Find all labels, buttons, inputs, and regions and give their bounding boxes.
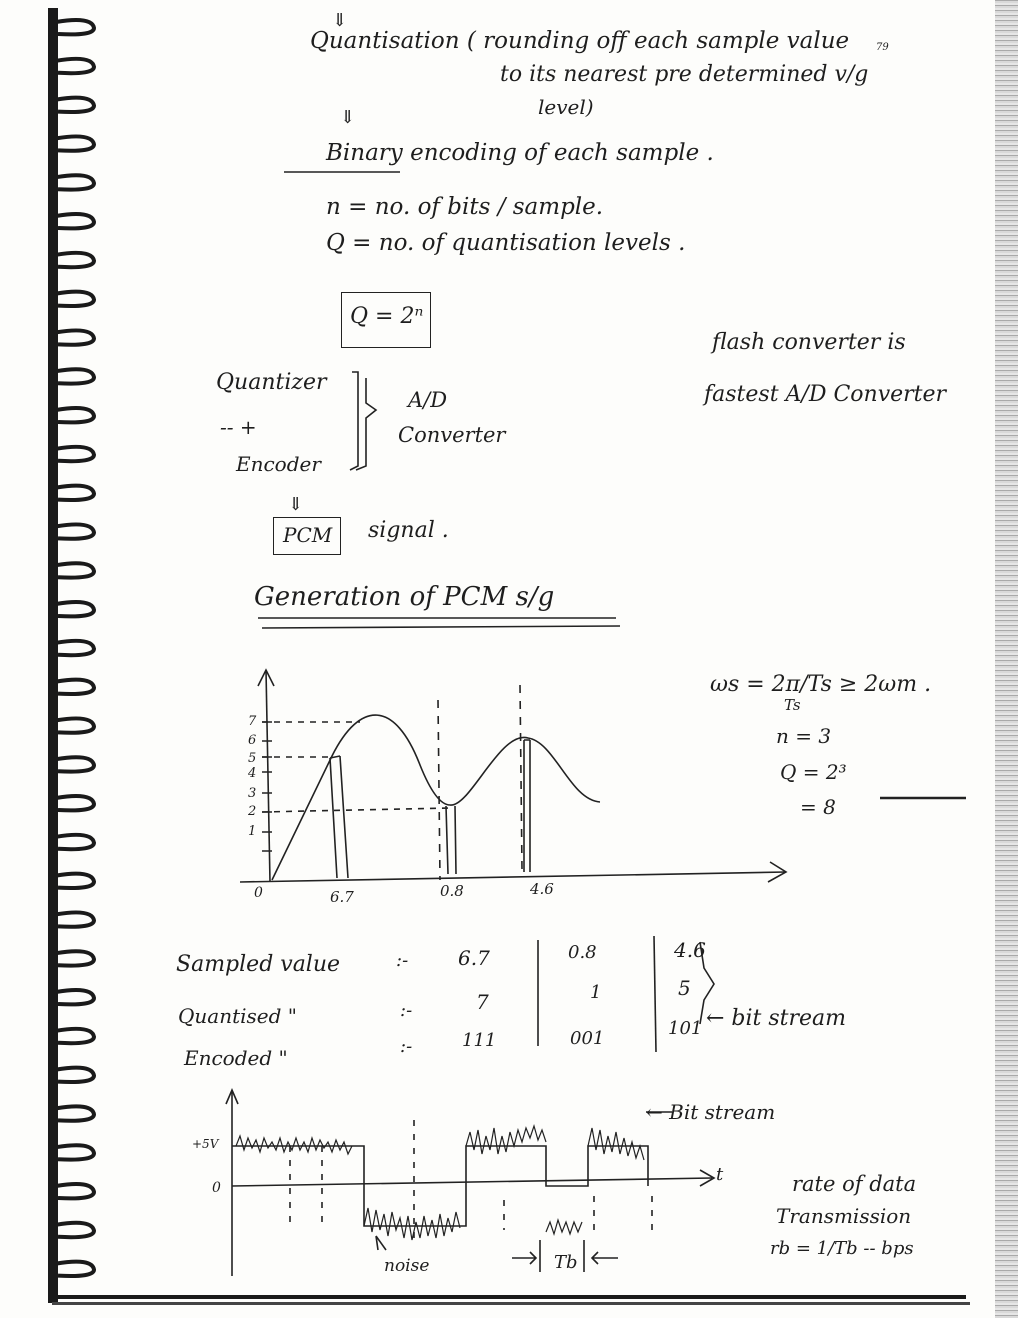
row-quantised-v1: 7 (476, 990, 489, 1014)
noise-squiggle-4 (588, 1128, 644, 1160)
graph-x-axis (240, 872, 786, 882)
noise-label: noise (384, 1256, 430, 1276)
row-sampled-v3: 4.6 (674, 938, 706, 962)
row-quantised-v3: 5 (678, 976, 691, 1000)
ws-formula: ωs = 2π/Ts ≥ 2ωm . (710, 672, 932, 697)
wave-x-axis (232, 1178, 712, 1186)
graph-x-label-3: 4.6 (530, 880, 554, 898)
row-sep-sampled: :- (396, 950, 409, 971)
quantisation-line-1: Quantisation ( rounding off each sample value (310, 28, 850, 54)
y-tick-label: 4 (248, 766, 257, 781)
rate-line-1: rate of data (792, 1172, 917, 1196)
row-encoded-v1: 111 (462, 1030, 497, 1051)
time-axis-label: t (716, 1164, 724, 1185)
noise-squiggle-2 (364, 1208, 460, 1240)
y-tick-label: 2 (248, 804, 257, 819)
rate-formula: rb = 1/Tb -- bps (770, 1238, 914, 1259)
sample-pulse-2 (446, 806, 456, 874)
y-tick-label: 5 (248, 751, 257, 766)
y-tick-label: 1 (248, 824, 257, 839)
n-definition: n = no. of bits / sample. (326, 194, 604, 220)
table-separator-2 (654, 936, 656, 1052)
down-arrow-icon: ⇓ (340, 107, 356, 128)
ad-label: A/D (408, 388, 448, 412)
row-label-sampled: Sampled value (176, 952, 341, 977)
tb-label: Tb (554, 1252, 578, 1273)
level-2-guide (262, 808, 450, 812)
down-arrow-icon: ⇓ (332, 10, 348, 31)
heading-underline-2 (262, 626, 620, 628)
pcm-box-label: PCM (283, 523, 333, 547)
down-arrow-icon: ⇓ (288, 494, 304, 515)
signal-label: signal . (368, 518, 449, 543)
y-tick-label: 3 (248, 786, 257, 801)
graph-x-label-2: 0.8 (440, 882, 464, 900)
row-sampled-v2: 0.8 (568, 942, 597, 963)
ts-label: Ts (784, 696, 801, 714)
flash-converter-line-2: fastest A/D Converter (704, 382, 947, 407)
noise-squiggle-3 (466, 1126, 546, 1154)
sample-pulse-3 (524, 740, 530, 872)
converter-label: Converter (398, 423, 506, 447)
quantisation-line-3: level) (538, 95, 594, 119)
section-heading: Generation of PCM s/g (254, 582, 555, 612)
sample-guide-3 (520, 685, 522, 870)
sample-pulse-1 (330, 756, 348, 878)
zero-label: 0 (212, 1180, 221, 1196)
noise-squiggle-1 (236, 1136, 352, 1154)
y-tick-marks (262, 722, 272, 851)
y-tick-label: 6 (248, 733, 257, 748)
row-encoded-v2: 001 (570, 1028, 605, 1049)
flash-converter-line-1: flash converter is (712, 330, 906, 355)
row-label-quantised: Quantised " (178, 1004, 297, 1028)
n-equation: n = 3 (776, 724, 832, 748)
page-number: 79 (876, 42, 889, 53)
row-sep-encoded: :- (400, 1036, 413, 1057)
bit-stream-label: ← Bit stream (646, 1100, 776, 1124)
q-definition: Q = no. of quantisation levels . (326, 230, 686, 256)
y-tick-label: 7 (248, 714, 257, 729)
binary-encoding-line: Binary encoding of each sample . (326, 140, 714, 166)
row-label-encoded: Encoded " (184, 1046, 288, 1070)
quantizer-label: Quantizer (216, 370, 327, 395)
quantisation-line-2: to its nearest pre determined v/g (500, 62, 869, 87)
sample-guide-2 (438, 700, 440, 880)
brace-left (350, 372, 358, 470)
rate-line-2: Transmission (776, 1204, 912, 1228)
q-equation: Q = 2³ (780, 760, 847, 784)
graph-x-label-1: 6.7 (330, 888, 354, 906)
brace-right (356, 378, 376, 470)
row-encoded-v3: 101 (668, 1018, 703, 1039)
plus5v-label: +5V (192, 1137, 219, 1151)
analog-signal-curve (272, 715, 600, 880)
row-quantised-v2: 1 (590, 982, 602, 1003)
graph-origin: 0 (254, 885, 263, 901)
q-value: = 8 (800, 795, 836, 819)
q-formula: Q = 2ⁿ (350, 304, 424, 329)
row-sampled-v1: 6.7 (458, 946, 490, 970)
row-sep-quantised: :- (400, 1000, 413, 1021)
noise-squiggle-5 (546, 1220, 582, 1234)
bit-stream-note: ← bit stream (706, 1006, 847, 1031)
encoder-label: Encoder (236, 452, 321, 476)
noise-arrow (376, 1236, 386, 1250)
plus-label: -- + (220, 415, 257, 439)
